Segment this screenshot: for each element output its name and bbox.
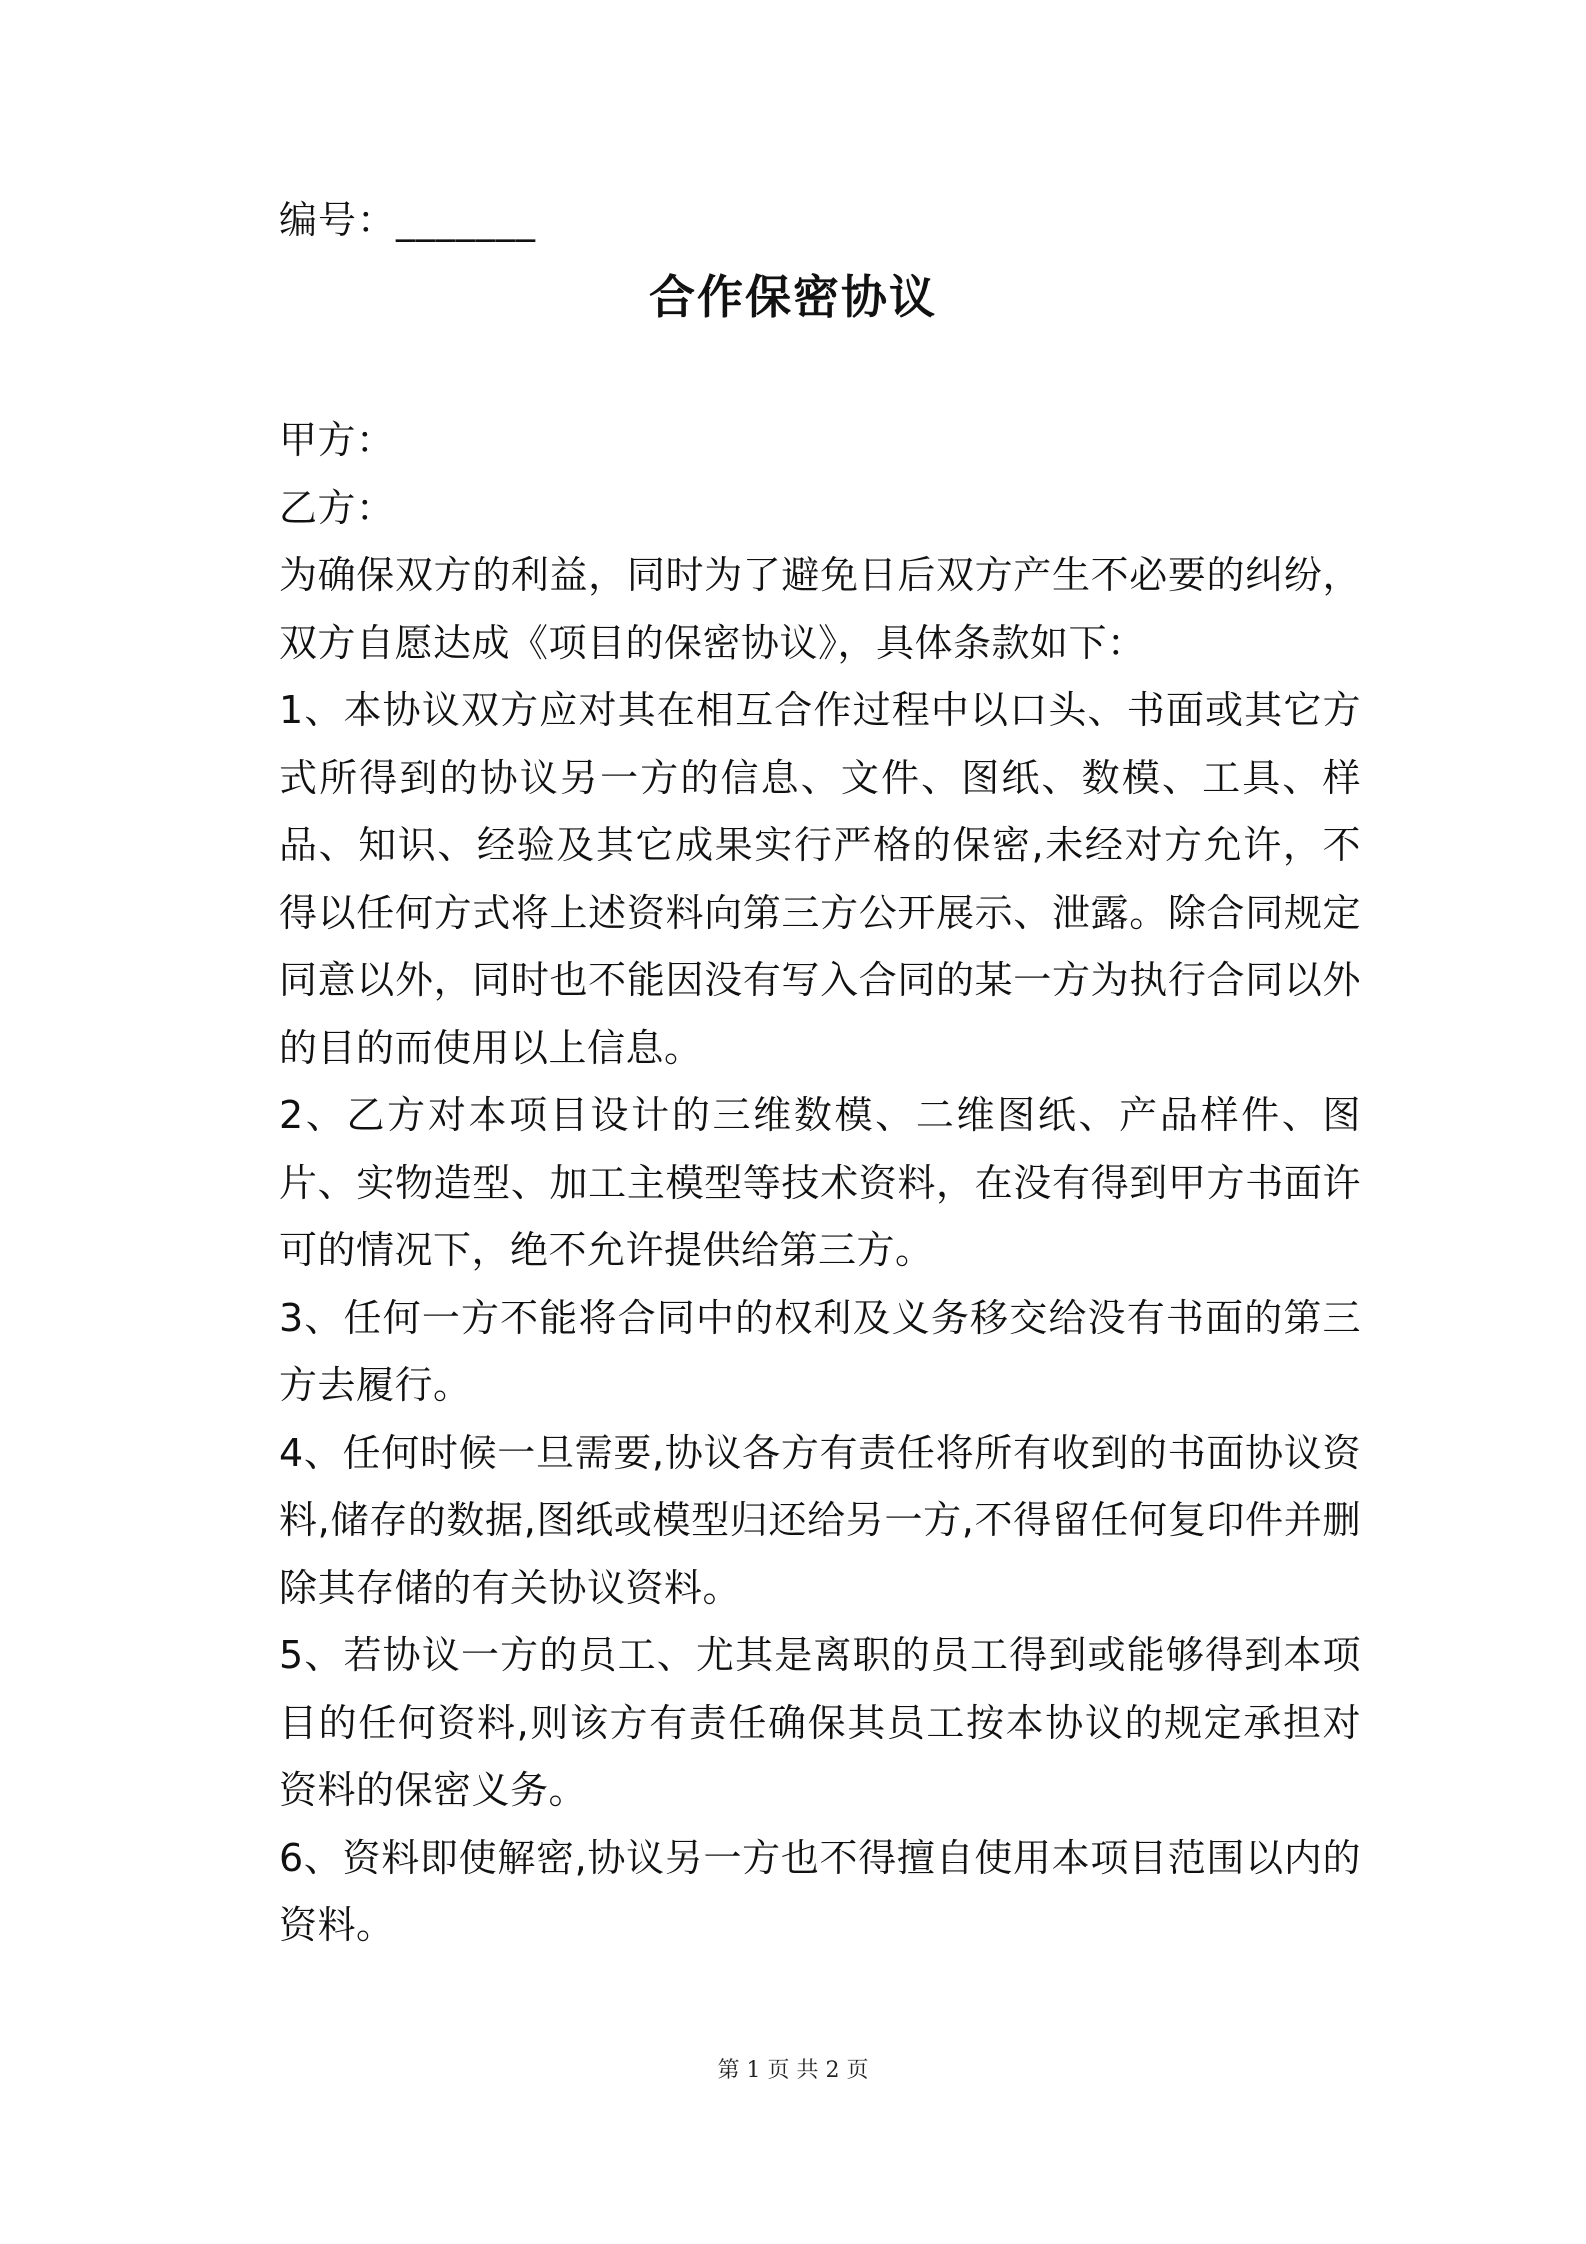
serial-number-line: 编号：_______ (279, 198, 537, 242)
party-a-line: 甲方： (279, 418, 395, 462)
clause-5: 5、若协议一方的员工、尤其是离职的员工得到或能够得到本项目的任何资料,则该方有责任确保其员工按本协议的规定承担对资料的保密义务。 (279, 1633, 1361, 1812)
clause-2: 2、乙方对本项目设计的三维数模、二维图纸、产品样件、图片、实物造型、加工主模型等技术资料，在没有得到甲方书面许可的情况下，绝不允许提供给第三方。 (279, 1093, 1361, 1272)
page-footer: 第 1 页 共 2 页 (717, 2058, 869, 2083)
intro-paragraph: 为确保双方的利益，同时为了避免日后双方产生不必要的纠纷，双方自愿达成《项目的保密协议》，具体条款如下： (279, 553, 1361, 665)
clause-3: 3、任何一方不能将合同中的权利及义务移交给没有书面的第三方去履行。 (279, 1295, 1361, 1407)
clause-6: 6、资料即使解密,协议另一方也不得擅自使用本项目范围以内的资料。 (279, 1835, 1361, 1947)
document-body (279, 407, 1361, 1960)
party-b-line: 乙方： (279, 485, 395, 530)
document-title: 合作保密协议 (649, 270, 937, 324)
clause-4: 4、任何时候一旦需要,协议各方有责任将所有收到的书面协议资料,储存的数据,图纸或模型归还给另一方,不得留任何复印件并删除其存储的有关协议资料。 (279, 1430, 1361, 1610)
clause-1: 1、本协议双方应对其在相互合作过程中以口头、书面或其它方式所得到的协议另一方的信息、文件、图纸、数模、工具、样品、知识、经验及其它成果实行严格的保密,未经对方允许，不得以任何方式将上述资料向第三方公开展示、泄露。除合同规定同意以外，同时也不能因没有写入合同的某一方为执行合同以外的目的而使用以上信息。 (279, 688, 1361, 1070)
